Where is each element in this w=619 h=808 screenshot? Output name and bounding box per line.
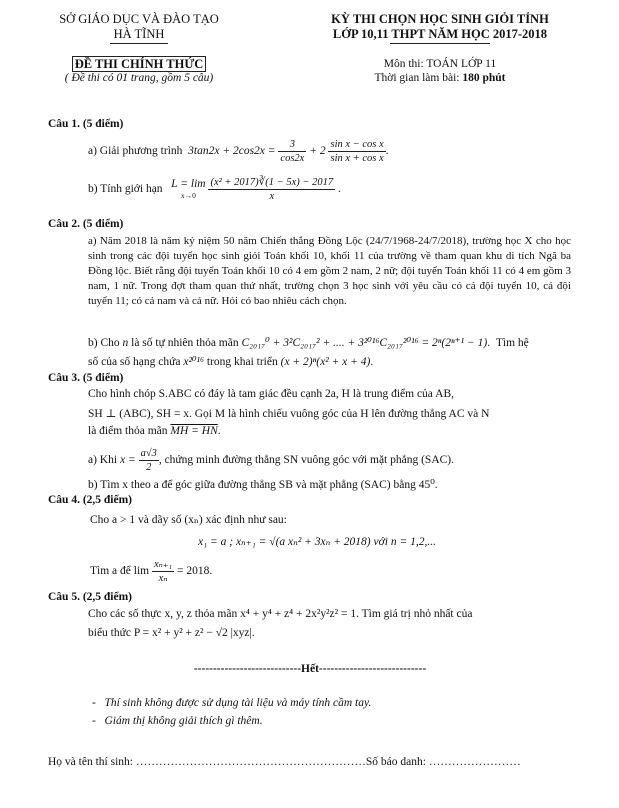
question-3b: b) Tìm x theo a để góc giữa đường thẳng SB và mặt phẳng (SAC) bằng 45⁰. bbox=[88, 479, 438, 491]
question-3-title: Câu 3. (5 điểm) bbox=[48, 372, 124, 384]
time-label: Thời gian làm bài: 180 phút bbox=[374, 72, 506, 84]
note-2: - Giám thị không giải thích gì thêm. bbox=[92, 715, 263, 727]
question-4-find: Tìm a để lim $\frac{\text{xₙ₊₁}}{\text{xₙ}}$ = 2018. bbox=[90, 559, 213, 584]
question-5-line1: Cho các số thực x, y, z thỏa mãn x⁴ + y⁴ + z⁴ + 2x²y²z² = 1. Tìm giá trị nhỏ nhất của bbox=[88, 608, 473, 620]
question-1a: a) Giải phương trình 3tan2x + 2cos2x = $\frac{3}{\cos 2x}$ + 2 $\frac{\text{sin x − cos x}}{\text{sin x + cos x}}$ . bbox=[88, 139, 389, 164]
question-3-line2: SH ⊥ (ABC), SH = x. Gọi M là hình chiếu vuông góc của H lên đường thẳng AC và N bbox=[88, 408, 490, 420]
exam-title: KỲ THI CHỌN HỌC SINH GIỎI TỈNH bbox=[331, 12, 549, 26]
question-2b-line2: số của số hạng chứa x²⁰¹⁶ trong khai triển (x + 2)ⁿ(x² + x + 4). bbox=[88, 356, 374, 368]
question-5-line2: biểu thức P = x² + y² + z² − √2 |xyz|. bbox=[88, 627, 255, 639]
question-1b: b) Tính giới hạn L = lim x→0 $\frac{\text{(x² + 2017)∛(1 − 5x) − 2017}}{x}$ . bbox=[88, 177, 341, 202]
question-4-title: Câu 4. (2,5 điểm) bbox=[48, 494, 133, 506]
question-3-line1: Cho hình chóp S.ABC có đáy là tam giác đều cạnh 2a, H là trung điểm của AB, bbox=[88, 388, 455, 400]
question-2-title: Câu 2. (5 điểm) bbox=[48, 218, 124, 230]
divider-right bbox=[390, 43, 490, 44]
exam-subtitle: LỚP 10,11 THPT NĂM HỌC 2017-2018 bbox=[332, 27, 548, 41]
question-2b-line1: b) Cho n là số tự nhiên thỏa mãn C₂₀₁₇⁰ + 3²C₂₀₁₇² + .... + 3²⁰¹⁶C₂₀₁₇²⁰¹⁶ = 2ⁿ(2ⁿ⁺¹ − 1). Tìm hệ bbox=[88, 337, 529, 349]
province-name: HÀ TĨNH bbox=[113, 27, 165, 41]
department-name: SỞ GIÁO DỤC VÀ ĐÀO TẠO bbox=[59, 12, 219, 26]
question-5-title: Câu 5. (2,5 điểm) bbox=[48, 591, 133, 603]
question-4-line1: Cho a > 1 và dãy số (xₙ) xác định như sau: bbox=[90, 514, 287, 526]
divider-left bbox=[110, 43, 168, 44]
question-3a: a) Khi x = $\frac{a√3}{2}$ , chứng minh đường thẳng SN vuông góc với mặt phẳng (SAC). bbox=[88, 448, 455, 473]
official-label: ĐỀ THI CHÍNH THỨC bbox=[34, 57, 244, 72]
question-2a: a) Năm 2018 là năm kỷ niệm 50 năm Chiến thắng Đồng Lộc (24/7/1968-24/7/2018), trường học X cho học sinh trong các đội tuyển học sinh giỏi Toán khối 10, khối 11 của trường về tham quan khu di tích Ngã ba Đồng lộc. Biết rằng đội tuyển Toán khối 10 có 4 em gồm 2 nam, 2 nữ; đội tuyển Toán khối 11 có 4 em gồm 3 nam, 1 nữ. Trong đợt tham quan thứ nhất, trường chọn 3 học sinh với yêu cầu có cả đội tuyển 10, cả đội tuyển 11; có cả nam và cả nữ. Hỏi có bao nhiêu cách chọn. bbox=[88, 235, 571, 307]
exam-note: ( Đề thi có 01 trang, gồm 5 câu) bbox=[64, 72, 214, 84]
question-4-formula: x₁ = a ; xₙ₊₁ = √(a xₙ² + 3xₙ + 2018) với n = 1,2,... bbox=[198, 536, 436, 548]
end-mark: ----------------------------Hết---------------------------- bbox=[193, 663, 427, 675]
question-1-title: Câu 1. (5 điểm) bbox=[48, 118, 124, 130]
question-3-line3: là điểm thỏa mãn MH = HN. bbox=[88, 425, 221, 437]
subject-label: Môn thi: TOÁN LỚP 11 bbox=[383, 58, 497, 70]
note-1: - Thí sinh không được sử dụng tài liệu và máy tính cầm tay. bbox=[92, 697, 372, 709]
candidate-info: Họ và tên thí sinh: ……………………………………………………Số báo danh: …………………… bbox=[48, 756, 521, 768]
